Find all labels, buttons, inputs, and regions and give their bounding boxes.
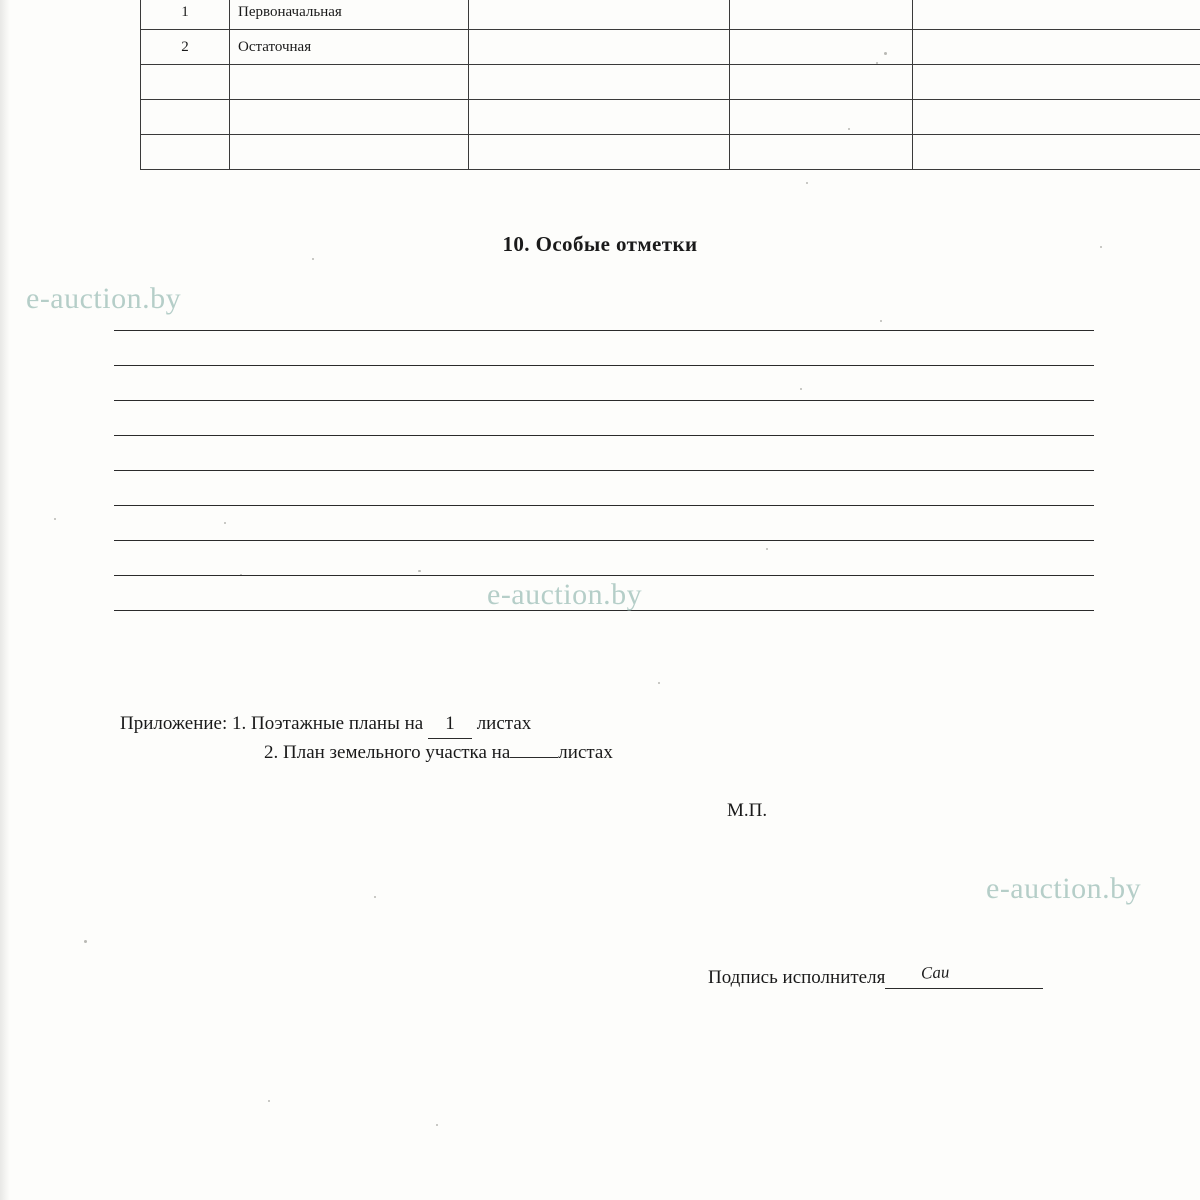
- signature-label: Подпись исполнителя: [708, 967, 886, 988]
- note-rule-line: [114, 436, 1094, 471]
- scan-edge-shadow: [0, 0, 10, 1200]
- cost-table: [140, 0, 1200, 170]
- table-cell-num: [141, 100, 230, 135]
- table-cell-col4: [730, 65, 913, 100]
- signature-line: [885, 962, 1043, 989]
- watermark: e-auction.by: [26, 282, 182, 315]
- appendix-line-2: [264, 739, 613, 767]
- scan-speck: [312, 258, 314, 260]
- table-cell-col5: [913, 65, 1200, 100]
- note-rule-line: [114, 541, 1094, 576]
- table-cell-col3: [469, 30, 730, 65]
- table-row: [141, 65, 1200, 100]
- handwritten-signature: Сau: [920, 962, 951, 983]
- scan-speck: [268, 1100, 270, 1102]
- note-rule-line: [114, 331, 1094, 366]
- table-row: [141, 30, 1200, 65]
- table-cell-col3: [469, 135, 730, 170]
- table-cell-num: [141, 65, 230, 100]
- table-cell-name: [230, 135, 469, 170]
- table-cell-name: Остаточная: [230, 30, 469, 65]
- appendix-block: [120, 710, 613, 767]
- table-cell-name: [230, 65, 469, 100]
- note-rule-line: [114, 366, 1094, 401]
- table-cell-col4: [730, 30, 913, 65]
- note-rule-line: [114, 471, 1094, 506]
- cost-table-body: [141, 0, 1200, 170]
- note-rule-line: [114, 401, 1094, 436]
- table-row: [141, 100, 1200, 135]
- table-cell-name: Первоначальная: [230, 0, 469, 30]
- appendix-item2-prefix: 2. План земельного участка на: [264, 742, 511, 763]
- table-row: [141, 0, 1200, 30]
- watermark: e-auction.by: [487, 578, 643, 611]
- special-notes-area: [114, 296, 1094, 611]
- table-row: [141, 135, 1200, 170]
- table-cell-num: 2: [141, 30, 230, 65]
- note-rule-line: [114, 296, 1094, 331]
- table-cell-col4: [730, 0, 913, 30]
- section-heading: 10. Особые отметки: [502, 232, 698, 256]
- table-cell-col5: [913, 30, 1200, 65]
- appendix-item2-suffix: листах: [558, 742, 613, 763]
- scan-speck: [436, 1124, 438, 1126]
- scan-speck: [84, 940, 87, 943]
- scan-speck: [658, 682, 660, 684]
- stamp-place-label: М.П.: [727, 800, 768, 821]
- appendix-label: Приложение:: [120, 713, 228, 734]
- table-cell-num: 1: [141, 0, 230, 30]
- signature-row: [708, 962, 1043, 989]
- appendix-item1-suffix: листах: [476, 713, 532, 734]
- table-cell-col4: [730, 135, 913, 170]
- table-cell-col3: [469, 0, 730, 30]
- appendix-item1-prefix: 1. Поэтажные планы на: [232, 713, 424, 734]
- watermark: e-auction.by: [986, 872, 1142, 905]
- table-cell-col4: [730, 100, 913, 135]
- table-cell-name: [230, 100, 469, 135]
- table-cell-col5: [913, 0, 1200, 30]
- scan-speck: [374, 896, 376, 898]
- note-rule-line: [114, 506, 1094, 541]
- appendix-item1-value: 1: [428, 710, 472, 739]
- table-cell-num: [141, 135, 230, 170]
- table-cell-col3: [469, 100, 730, 135]
- appendix-item2-value: [510, 757, 558, 758]
- table-cell-col5: [913, 100, 1200, 135]
- scan-speck: [54, 518, 56, 520]
- scan-speck: [806, 182, 808, 184]
- table-cell-col5: [913, 135, 1200, 170]
- appendix-line-1: [120, 710, 613, 739]
- table-cell-col3: [469, 65, 730, 100]
